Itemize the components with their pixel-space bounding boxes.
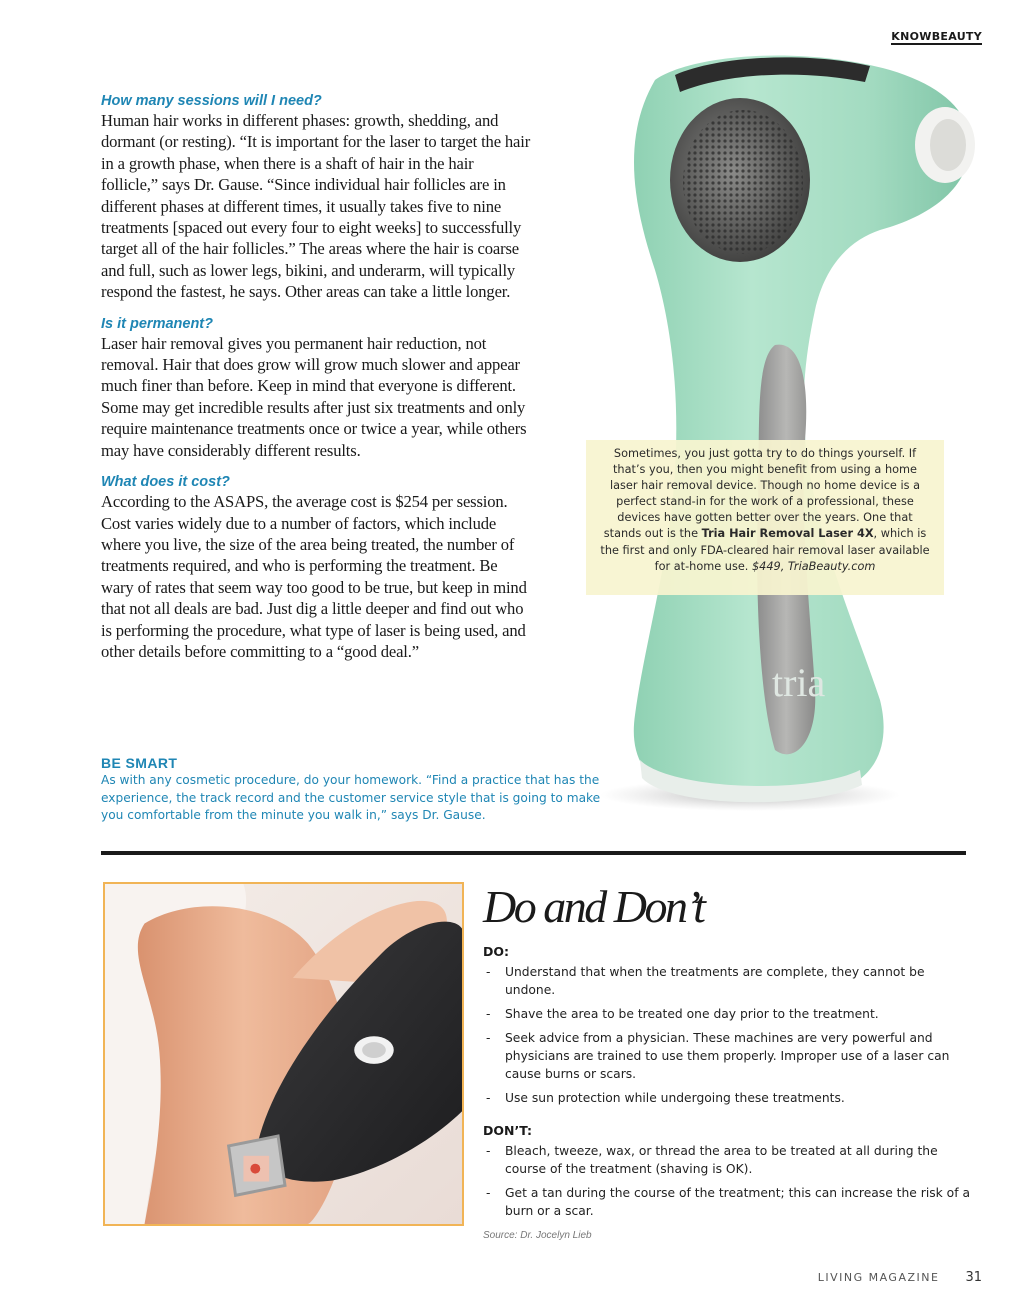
bullet-dash: - <box>486 1186 491 1200</box>
list-item-text: Bleach, tweeze, wax, or thread the area to be treated at all during the course of the treatment (shaving is OK). <box>505 1144 938 1176</box>
product-caption <box>598 446 932 575</box>
bullet-dash: - <box>486 965 491 979</box>
magazine-name: LIVING MAGAZINE <box>817 1271 940 1284</box>
list-item <box>483 1005 973 1023</box>
list-item-text: Understand that when the treatments are complete, they cannot be undone. <box>505 965 925 997</box>
dont-heading: DON’T: <box>483 1123 533 1138</box>
page-footer <box>818 1266 982 1285</box>
answer-text: Human hair works in different phases: growth, shedding, and dormant (or resting). “It is important for the laser to target the hair in a growth phase, when there is a shaft of hair in the hair follicle,” says Dr. Gause. “Since individual hair follicles are in different phases at different times, it usually takes five to nine treatments [spaced out every four to eight weeks] to successfully target all of the hair follicles.” The areas where the hair is coarse and full, such as lower legs, bikini, and underarm, will typically respond the fastest, he says. Other areas can take a little longer. <box>101 111 531 302</box>
bullet-dash: - <box>486 1031 491 1045</box>
list-item <box>483 1184 973 1220</box>
section-tag-suffix: BEAUTY <box>931 30 982 43</box>
treatment-photo <box>103 882 464 1226</box>
question-heading: How many sessions will I need? <box>101 93 322 109</box>
section-divider <box>101 851 966 855</box>
list-item-text: Seek advice from a physician. These machines are very powerful and physicians are trained to use them properly. Improper use of a laser can cause burns or scars. <box>505 1031 950 1081</box>
answer-text: Laser hair removal gives you permanent hair reduction, not removal. Hair that does grow will grow much slower and appear much finer than before. Keep in mind that everyone is different. Some may get incredible results after just six treatments and only require maintenance treatments once or twice a year, while others may have considerably different results. <box>101 333 527 460</box>
list-item <box>483 1029 973 1083</box>
bullet-dash: - <box>486 1144 491 1158</box>
dont-list <box>483 1142 973 1220</box>
qa-permanent <box>101 315 531 461</box>
do-list <box>483 963 973 1107</box>
qa-sessions <box>101 92 531 303</box>
do-heading: DO: <box>483 944 510 959</box>
list-item <box>483 963 973 999</box>
tria-device-illustration <box>560 0 1024 830</box>
article-body <box>101 92 531 674</box>
source-credit: Source: Dr. Jocelyn Lieb <box>483 1230 592 1241</box>
list-item-text: Shave the area to be treated one day prior to the treatment. <box>505 1007 879 1021</box>
answer-text: According to the ASAPS, the average cost is $254 per session. Cost varies widely due to a number of factors, which include where you live, the size of the area being treated, the number of treatments required, and who is performing the treatment. Be wary of rates that seem way too good to be true, but keep in mind that not all deals are bad. Just dig a little deeper and find out who is performing the procedure, what type of laser is being used, and other details before committing to a “good deal.” <box>101 492 527 661</box>
device-brand-label: tria <box>772 660 826 705</box>
caption-middle: , which is the first and only FDA-cleared hair removal laser available for at-home use. <box>600 527 930 573</box>
be-smart-callout <box>101 754 601 825</box>
do-and-dont-section <box>483 880 973 1241</box>
list-item-text: Use sun protection while undergoing these treatments. <box>505 1091 845 1105</box>
product-caption-box <box>586 440 944 595</box>
qa-cost <box>101 473 531 662</box>
caption-product-name: Tria Hair Removal Laser 4X <box>701 527 874 541</box>
list-item <box>483 1142 973 1178</box>
be-smart-title: BE SMART <box>101 755 178 771</box>
section-tag-prefix: KNOW <box>891 30 932 43</box>
be-smart-text: As with any cosmetic procedure, do your homework. “Find a practice that has the experience, the track record and the customer service style that is going to make you comfortable from the minute you walk in,” says Dr. Gause. <box>101 773 601 823</box>
bullet-dash: - <box>486 1091 491 1105</box>
do-and-dont-title: Do and Don’t <box>483 881 704 932</box>
question-heading: Is it permanent? <box>101 315 213 332</box>
question-heading: What does it cost? <box>101 474 230 491</box>
list-item <box>483 1089 973 1107</box>
list-item-text: Get a tan during the course of the treatment; this can increase the risk of a burn or a scar. <box>505 1186 970 1218</box>
caption-price: $449, TriaBeauty.com <box>751 559 876 573</box>
page-number: 31 <box>965 1270 982 1285</box>
caption-intro: Sometimes, you just gotta try to do things yourself. If that’s you, then you might benefit from using a home laser hair removal device. Though no home device is a perfect stand-in for the work of a professional, these devices have gotten better over the years. One that stands out is the <box>603 447 921 541</box>
bullet-dash: - <box>486 1007 491 1021</box>
